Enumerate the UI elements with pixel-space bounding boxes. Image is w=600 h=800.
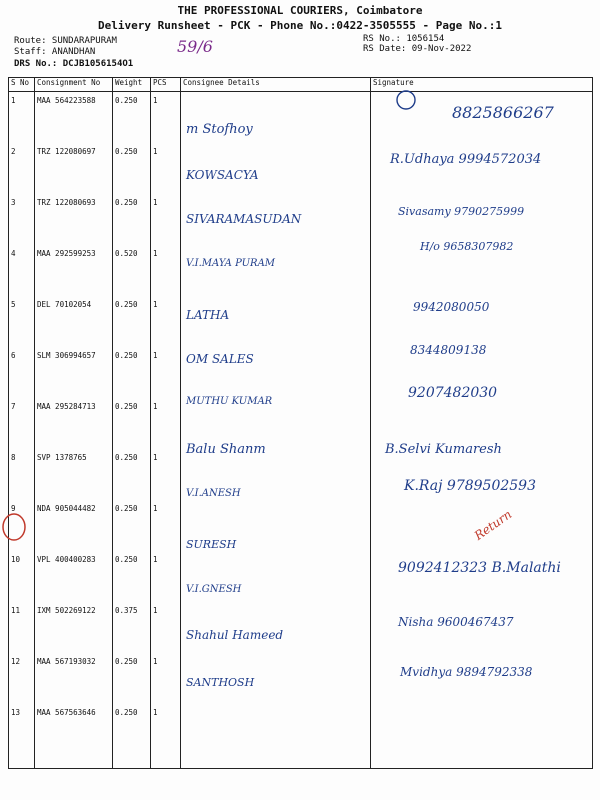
row-sno: 13 (9, 704, 35, 769)
row-pcs: 1 (151, 704, 181, 769)
page-title: THE PROFESSIONAL COURIERS, Coimbatore (177, 4, 423, 17)
row-sno: 7 (9, 398, 35, 449)
row-pcs: 1 (151, 602, 181, 653)
handwritten-page-number: 59/6 (177, 37, 213, 56)
row-sno: 10 (9, 551, 35, 602)
row-pcs: 1 (151, 296, 181, 347)
row-pcs: 1 (151, 143, 181, 194)
row-signature-cell (371, 194, 593, 245)
row-consignment: VPL 400400283 (35, 551, 113, 602)
handwritten-consignee: V.I.GNESH (186, 584, 242, 595)
handwritten-signature: 9207482030 (408, 385, 498, 401)
handwritten-signature: 8825866267 (452, 103, 554, 122)
handwritten-consignee: SANTHOSH (186, 676, 255, 689)
table-row (9, 296, 593, 347)
handwritten-consignee: LATHA (186, 308, 230, 322)
col-header-consignment: Consignment No (35, 78, 113, 92)
row-weight: 0.250 (113, 653, 151, 704)
handwritten-consignee: V.I.ANESH (186, 488, 241, 499)
row-pcs: 1 (151, 449, 181, 500)
col-header-signature: Signature (371, 78, 593, 92)
row-sno: 3 (9, 194, 35, 245)
row-consignment: DEL 70102054 (35, 296, 113, 347)
handwritten-signature: Sivasamy 9790275999 (398, 205, 525, 218)
row-consignment: MAA 567563646 (35, 704, 113, 769)
handwritten-signature: 9092412323 B.Malathi (398, 560, 561, 576)
row-sno: 4 (9, 245, 35, 296)
handwritten-consignee: MUTHU KUMAR (186, 396, 273, 407)
row-signature-cell (371, 551, 593, 602)
row-sno: 8 (9, 449, 35, 500)
handwritten-consignee: SURESH (186, 538, 237, 551)
table-row (9, 347, 593, 398)
row-pcs: 1 (151, 398, 181, 449)
row-consignment: TRZ 122080697 (35, 143, 113, 194)
route-label: Route: SUNDARAPURAM (14, 36, 117, 46)
row-consignment: MAA 567193032 (35, 653, 113, 704)
handwritten-consignee: OM SALES (186, 352, 254, 366)
row-signature-cell (371, 704, 593, 769)
row-pcs: 1 (151, 194, 181, 245)
rs-date: RS Date: 09-Nov-2022 (363, 44, 472, 54)
row-sno: 2 (9, 143, 35, 194)
row-signature-cell (371, 143, 593, 194)
table-row (9, 143, 593, 194)
row-weight: 0.250 (113, 704, 151, 769)
handwritten-consignee: Balu Shanm (186, 442, 266, 457)
col-header-sno: S No (9, 78, 35, 92)
row-pcs: 1 (151, 551, 181, 602)
handwritten-signature: Nisha 9600467437 (398, 615, 514, 629)
col-header-pcs: PCS (151, 78, 181, 92)
row-pcs: 1 (151, 653, 181, 704)
handwritten-signature: K.Raj 9789502593 (404, 478, 536, 494)
handwritten-signature: 8344809138 (410, 343, 487, 357)
row-consignment: TRZ 122080693 (35, 194, 113, 245)
row-weight: 0.250 (113, 92, 151, 144)
row-pcs: 1 (151, 347, 181, 398)
handwritten-consignee: V.I.MAYA PURAM (186, 258, 276, 269)
row-sno: 6 (9, 347, 35, 398)
row-consignment: IXM 502269122 (35, 602, 113, 653)
handwritten-signature: R.Udhaya 9994572034 (390, 152, 542, 167)
row-consignment: NDA 905044482 (35, 500, 113, 551)
row-pcs: 1 (151, 245, 181, 296)
col-header-consignee: Consignee Details (181, 78, 371, 92)
row-weight: 0.250 (113, 500, 151, 551)
staff-label: Staff: ANANDHAN (14, 47, 96, 57)
handwritten-consignee: Shahul Hameed (186, 628, 284, 642)
row-weight: 0.375 (113, 602, 151, 653)
handwritten-signature: Return (471, 507, 515, 543)
row-consignment: MAA 295284713 (35, 398, 113, 449)
row-consignee-cell (181, 704, 371, 769)
row-consignment: MAA 564223588 (35, 92, 113, 144)
row-consignment: MAA 292599253 (35, 245, 113, 296)
row-sno: 5 (9, 296, 35, 347)
row-consignment: SLM 306994657 (35, 347, 113, 398)
rs-number: RS No.: 1056154 (363, 34, 445, 44)
table-row (9, 551, 593, 602)
col-header-weight: Weight (113, 78, 151, 92)
row-sno: 12 (9, 653, 35, 704)
row-pcs: 1 (151, 92, 181, 144)
row-sno: 9 (9, 500, 35, 551)
row-sno: 1 (9, 92, 35, 144)
row-consignee-cell (181, 245, 371, 296)
row-weight: 0.250 (113, 143, 151, 194)
row-weight: 0.250 (113, 296, 151, 347)
table-row (9, 704, 593, 769)
handwritten-consignee: SIVARAMASUDAN (186, 212, 302, 226)
row-weight: 0.250 (113, 449, 151, 500)
row-weight: 0.520 (113, 245, 151, 296)
row-weight: 0.250 (113, 347, 151, 398)
page-subtitle: Delivery Runsheet - PCK - Phone No.:0422-3505555 - Page No.:1 (98, 19, 502, 32)
row-weight: 0.250 (113, 398, 151, 449)
table-header-row (9, 78, 593, 92)
handwritten-signature: Mvidhya 9894792338 (400, 665, 533, 679)
row-sno: 11 (9, 602, 35, 653)
handwritten-consignee: m Stofhoy (186, 122, 253, 137)
handwritten-consignee: KOWSACYA (186, 168, 259, 182)
row-weight: 0.250 (113, 551, 151, 602)
handwritten-signature: 9942080050 (413, 300, 490, 314)
row-pcs: 1 (151, 500, 181, 551)
drs-number: DRS No.: DCJB1056154O1 (14, 59, 134, 69)
handwritten-signature: H/o 9658307982 (420, 240, 514, 253)
row-consignment: SVP 1378765 (35, 449, 113, 500)
table-row (9, 398, 593, 449)
handwritten-signature: B.Selvi Kumaresh (385, 442, 502, 457)
row-weight: 0.250 (113, 194, 151, 245)
